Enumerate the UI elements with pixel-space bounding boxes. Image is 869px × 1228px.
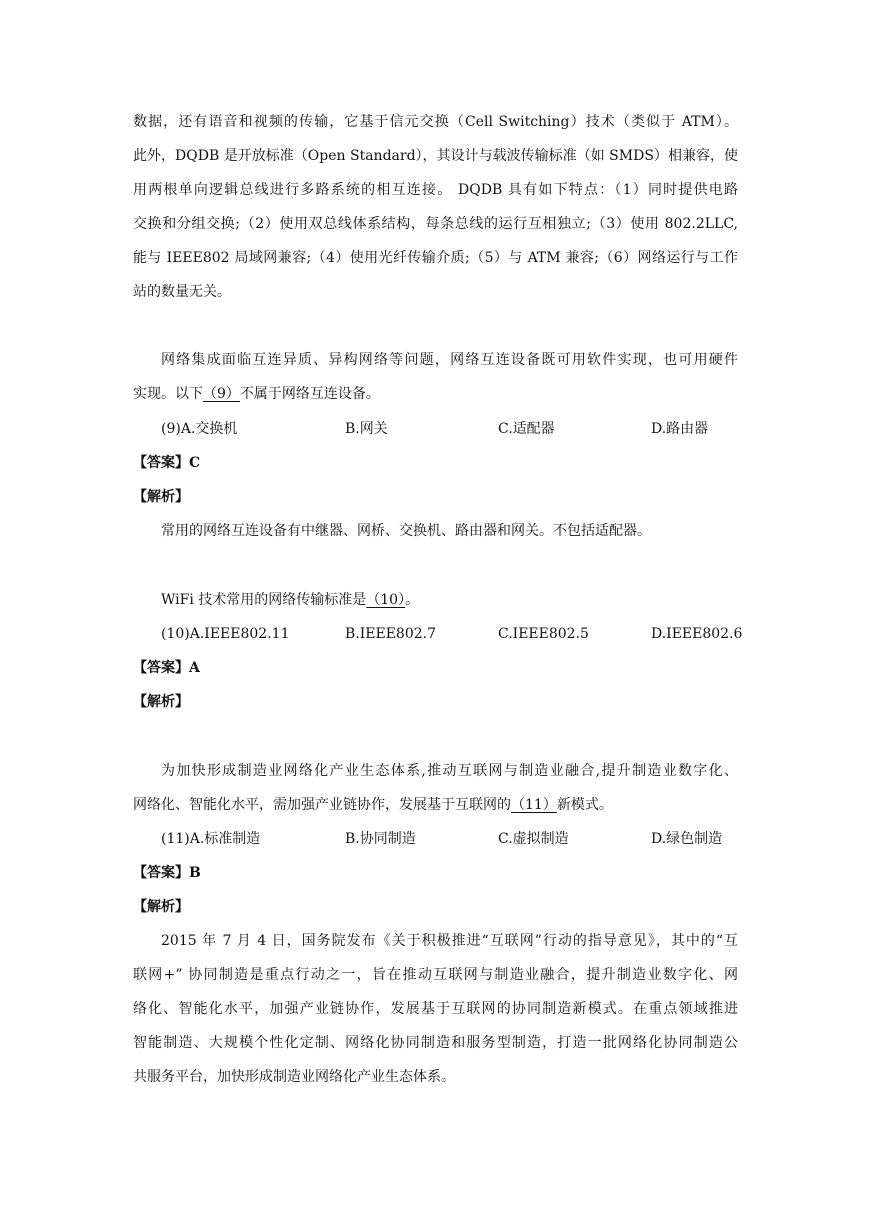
analysis-label: 【解析】: [133, 694, 189, 710]
question-11-stem-cont: [133, 795, 738, 815]
analysis-text: 智能制造、大规模个性化定制、网络化协同制造和服务型制造，打造一批网络化协同制造公: [133, 1035, 738, 1051]
option-d: D.绿色制造: [651, 831, 723, 847]
analysis-label: 【解析】: [133, 489, 189, 505]
paragraph-line: 数据，还有语音和视频的传输，它基于信元交换（Cell Switching）技术（类似于 ATM）。: [133, 114, 738, 130]
option-c: C.虚拟制造: [498, 831, 569, 847]
analysis-text: 常用的网络互连设备有中继器、网桥、交换机、路由器和网关。不包括适配器。: [161, 523, 651, 539]
option-d: D.IEEE802.6: [651, 626, 743, 642]
question-10-options: [161, 624, 751, 644]
answer-label: 【答案】B: [133, 865, 201, 881]
answer-label: 【答案】C: [133, 455, 201, 471]
answer-label: 【答案】A: [133, 660, 200, 676]
option-b: B.协同制造: [345, 831, 416, 847]
question-9-stem: 网络集成面临互连异质、异构网络等问题，网络互连设备既可用软件实现，也可用硬件: [161, 352, 738, 368]
option-a: (9)A.交换机: [161, 421, 238, 437]
question-11-stem: 为加快形成制造业网络化产业生态体系,推动互联网与制造业融合,提升制造业数字化、: [161, 763, 738, 779]
stem-text: 。: [405, 592, 420, 608]
analysis-text: 络化、智能化水平，加强产业链协作，发展基于互联网的协同制造新模式。在重点领域推进: [133, 1001, 738, 1017]
answer-blank: （9）: [203, 386, 240, 402]
question-9-stem-cont: [133, 384, 738, 404]
option-a: (10)A.IEEE802.11: [161, 626, 290, 642]
option-b: B.IEEE802.7: [345, 626, 437, 642]
question-10-stem: [161, 590, 738, 610]
paragraph-line: 此外，DQDB 是开放标准（Open Standard），其设计与载波传输标准（如 SMDS）相兼容，使: [133, 148, 738, 164]
question-9-options: [161, 419, 751, 439]
answer-blank: （10）: [366, 592, 406, 608]
analysis-label: 【解析】: [133, 899, 189, 915]
paragraph-line: 站的数量无关。: [133, 284, 231, 300]
option-c: C.适配器: [498, 421, 555, 437]
stem-text: 网络化、智能化水平，需加强产业链协作，发展基于互联网的: [133, 797, 511, 813]
paragraph-line: 交换和分组交换;（2）使用双总线体系结构，每条总线的运行互相独立;（3）使用 802.2LLC,: [133, 216, 738, 232]
stem-text: 实现。以下: [133, 386, 203, 402]
option-d: D.路由器: [651, 421, 709, 437]
paragraph-line: 能与 IEEE802 局域网兼容;（4）使用光纤传输介质;（5）与 ATM 兼容;（6）网络运行与工作: [133, 250, 738, 266]
stem-text: 不属于网络互连设备。: [239, 386, 380, 402]
question-11-options: [161, 829, 751, 849]
analysis-text: 2015 年 7 月 4 日，国务院发布《关于积极推进“互联网”行动的指导意见》，其中的“互: [161, 933, 738, 949]
answer-blank: （11）: [511, 797, 557, 813]
analysis-text: 共服务平台，加快形成制造业网络化产业生态体系。: [133, 1069, 455, 1085]
paragraph-line: 用两根单向逻辑总线进行多路系统的相互连接。 DQDB 具有如下特点：（1）同时提供电路: [133, 182, 738, 198]
stem-text: 新模式。: [556, 797, 613, 813]
option-a: (11)A.标准制造: [161, 831, 261, 847]
analysis-text: 联网+” 协同制造是重点行动之一，旨在推动互联网与制造业融合，提升制造业数字化、网: [133, 967, 738, 983]
option-b: B.网关: [345, 421, 388, 437]
stem-text: WiFi 技术常用的网络传输标准是: [161, 592, 367, 608]
option-c: C.IEEE802.5: [498, 626, 589, 642]
